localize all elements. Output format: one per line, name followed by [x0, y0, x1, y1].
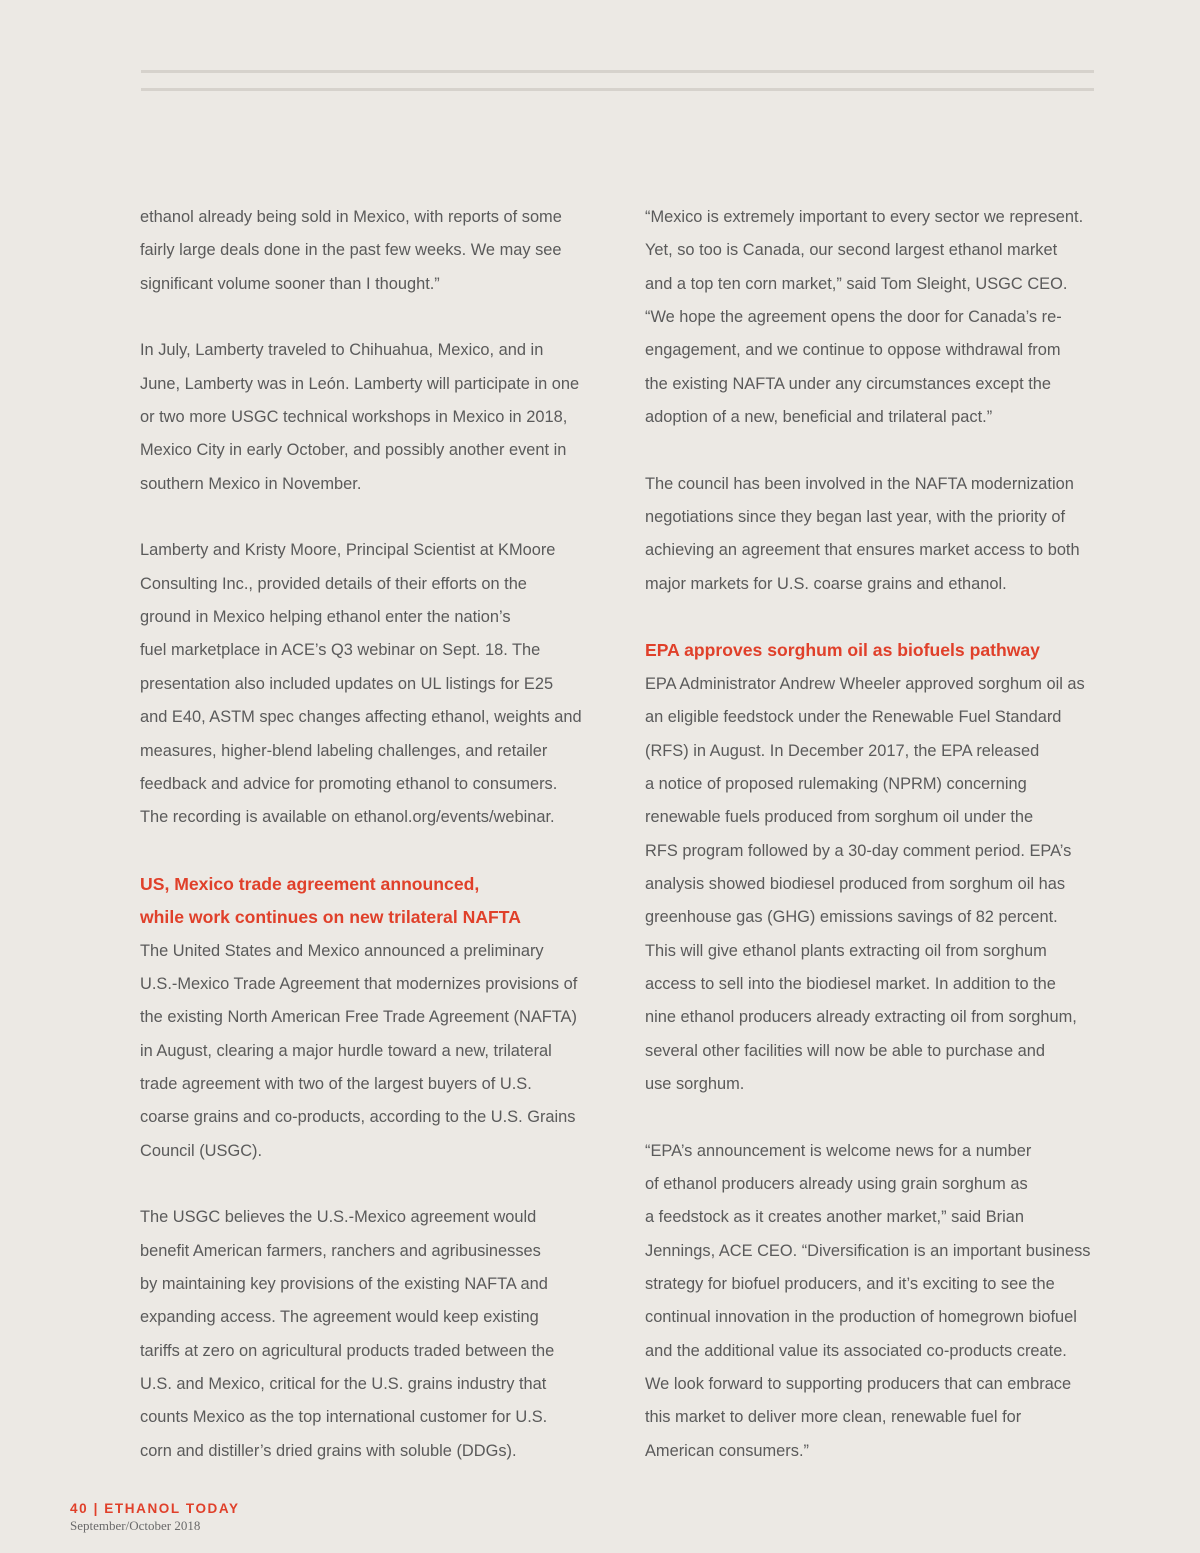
footer-brand: 40 | ETHANOL TODAY [70, 1501, 240, 1516]
text-line: U.S. and Mexico, critical for the U.S. grains industry that [140, 1375, 547, 1394]
text-line: of ethanol producers already using grain sorghum as [645, 1174, 1028, 1193]
text-line: fairly large deals done in the past few weeks. We may see [140, 241, 562, 260]
text-line: analysis showed biodiesel produced from sorghum oil has [645, 874, 1066, 893]
text-line: We look forward to supporting producers that can embrace [645, 1375, 1072, 1394]
text-line: a feedstock as it creates another market,” said Brian [645, 1208, 1024, 1227]
text-line: Council (USGC). [140, 1141, 263, 1160]
text-line: American consumers.” [645, 1441, 809, 1460]
text-line: and the additional value its associated co-products create. [645, 1341, 1067, 1360]
text-line: nine ethanol producers already extracting oil from sorghum, [645, 1008, 1077, 1027]
text-line: trade agreement with two of the largest buyers of U.S. [140, 1074, 532, 1093]
text-line: expanding access. The agreement would keep existing [140, 1308, 539, 1327]
text-line: June, Lamberty was in León. Lamberty will participate in one [140, 374, 580, 393]
text-line: “Mexico is extremely important to every sector we represent. [645, 208, 1084, 226]
text-line: Jennings, ACE CEO. “Diversification is an important business [645, 1241, 1091, 1260]
text-line: strategy for biofuel producers, and it’s exciting to see the [645, 1275, 1055, 1293]
text-line: continual innovation in the production of homegrown biofuel [645, 1308, 1077, 1327]
paragraph [140, 1201, 610, 1468]
text-line: engagement, and we continue to oppose withdrawal from [645, 341, 1061, 360]
text-line: by maintaining key provisions of the existing NAFTA and [140, 1275, 548, 1293]
text-line: achieving an agreement that ensures market access to both [645, 541, 1080, 560]
paragraph [140, 334, 610, 501]
text-line: ethanol already being sold in Mexico, with reports of some [140, 208, 562, 226]
text-line: Lamberty and Kristy Moore, Principal Scientist at KMoore [140, 541, 556, 560]
text-line: presentation also included updates on UL listings for E25 [140, 674, 554, 693]
text-line: coarse grains and co-products, according to the U.S. Grains [140, 1108, 576, 1127]
text-line: RFS program followed by a 30-day comment period. EPA’s [645, 841, 1072, 860]
text-line: (RFS) in August. In December 2017, the EPA released [645, 741, 1040, 760]
text-line: the existing North American Free Trade Agreement (NAFTA) [140, 1008, 577, 1027]
paragraph [140, 201, 610, 301]
page-footer [70, 1500, 240, 1534]
text-line: fuel marketplace in ACE’s Q3 webinar on Sept. 18. The [140, 641, 541, 660]
text-line: The United States and Mexico announced a preliminary [140, 941, 544, 960]
text-line: adoption of a new, beneficial and trilateral pact.” [645, 408, 993, 427]
text-line: tariffs at zero on agricultural products traded between the [140, 1341, 555, 1360]
right-column [645, 201, 1115, 1468]
text-line: This will give ethanol plants extracting oil from sorghum [645, 941, 1047, 960]
text-line: “We hope the agreement opens the door for Canada’s re- [645, 308, 1062, 327]
paragraph [140, 935, 610, 1168]
text-line: use sorghum. [645, 1074, 745, 1093]
text-line: feedback and advice for promoting ethanol to consumers. [140, 774, 558, 793]
text-line: The USGC believes the U.S.-Mexico agreement would [140, 1208, 537, 1227]
text-line: or two more USGC technical workshops in Mexico in 2018, [140, 408, 568, 427]
text-line: benefit American farmers, ranchers and agribusinesses [140, 1241, 541, 1260]
text-line: measures, higher-blend labeling challenges, and retailer [140, 741, 548, 760]
text-line: negotiations since they began last year, with the priority of [645, 508, 1066, 527]
text-line: U.S.-Mexico Trade Agreement that modernizes provisions of [140, 974, 578, 993]
text-line: The recording is available on ethanol.org/events/webinar. [140, 808, 555, 827]
text-line: ground in Mexico helping ethanol enter the nation’s [140, 608, 511, 627]
text-line: a notice of proposed rulemaking (NPRM) concerning [645, 774, 1027, 793]
text-line: and E40, ASTM spec changes affecting ethanol, weights and [140, 708, 582, 727]
text-line: corn and distiller’s dried grains with soluble (DDGs). [140, 1441, 517, 1460]
paragraph [645, 1135, 1115, 1468]
footer-date: September/October 2018 [70, 1518, 201, 1533]
paragraph [140, 534, 610, 834]
text-line: this market to deliver more clean, renewable fuel for [645, 1408, 1022, 1427]
section-heading-trade-agreement [140, 868, 610, 935]
section-heading-sorghum-oil [645, 634, 1115, 667]
text-line: an eligible feedstock under the Renewable Fuel Standard [645, 708, 1062, 727]
text-line: access to sell into the biodiesel market. In addition to the [645, 974, 1056, 993]
text-line: and a top ten corn market,” said Tom Sleight, USGC CEO. [645, 274, 1068, 293]
text-line: renewable fuels produced from sorghum oil under the [645, 808, 1034, 827]
text-line: EPA Administrator Andrew Wheeler approved sorghum oil as [645, 674, 1085, 693]
text-line: several other facilities will now be able to purchase and [645, 1041, 1045, 1060]
text-line: Yet, so too is Canada, our second largest ethanol market [645, 241, 1058, 260]
text-line: while work continues on new trilateral NAFTA [140, 907, 521, 928]
text-line: Consulting Inc., provided details of their efforts on the [140, 574, 527, 593]
paragraph [645, 468, 1115, 601]
paragraph [645, 668, 1115, 1101]
text-line: major markets for U.S. coarse grains and ethanol. [645, 574, 1007, 593]
text-line: southern Mexico in November. [140, 474, 362, 493]
text-line: In July, Lamberty traveled to Chihuahua, Mexico, and in [140, 341, 544, 360]
text-line: in August, clearing a major hurdle toward a new, trilateral [140, 1041, 552, 1060]
text-line: counts Mexico as the top international customer for U.S. [140, 1408, 548, 1427]
paragraph [645, 201, 1115, 434]
text-line: the existing NAFTA under any circumstances except the [645, 374, 1052, 393]
text-line: Mexico City in early October, and possibly another event in [140, 441, 567, 460]
text-line: greenhouse gas (GHG) emissions savings of 82 percent. [645, 908, 1058, 927]
second-rule [141, 88, 1094, 91]
text-line: EPA approves sorghum oil as biofuels pathway [645, 640, 1040, 661]
text-line: The council has been involved in the NAFTA modernization [645, 474, 1074, 493]
top-rule [141, 70, 1094, 73]
text-line: US, Mexico trade agreement announced, [140, 873, 480, 894]
left-column [140, 201, 610, 1468]
text-line: “EPA’s announcement is welcome news for a number [645, 1141, 1032, 1160]
text-line: significant volume sooner than I thought.” [140, 274, 440, 293]
